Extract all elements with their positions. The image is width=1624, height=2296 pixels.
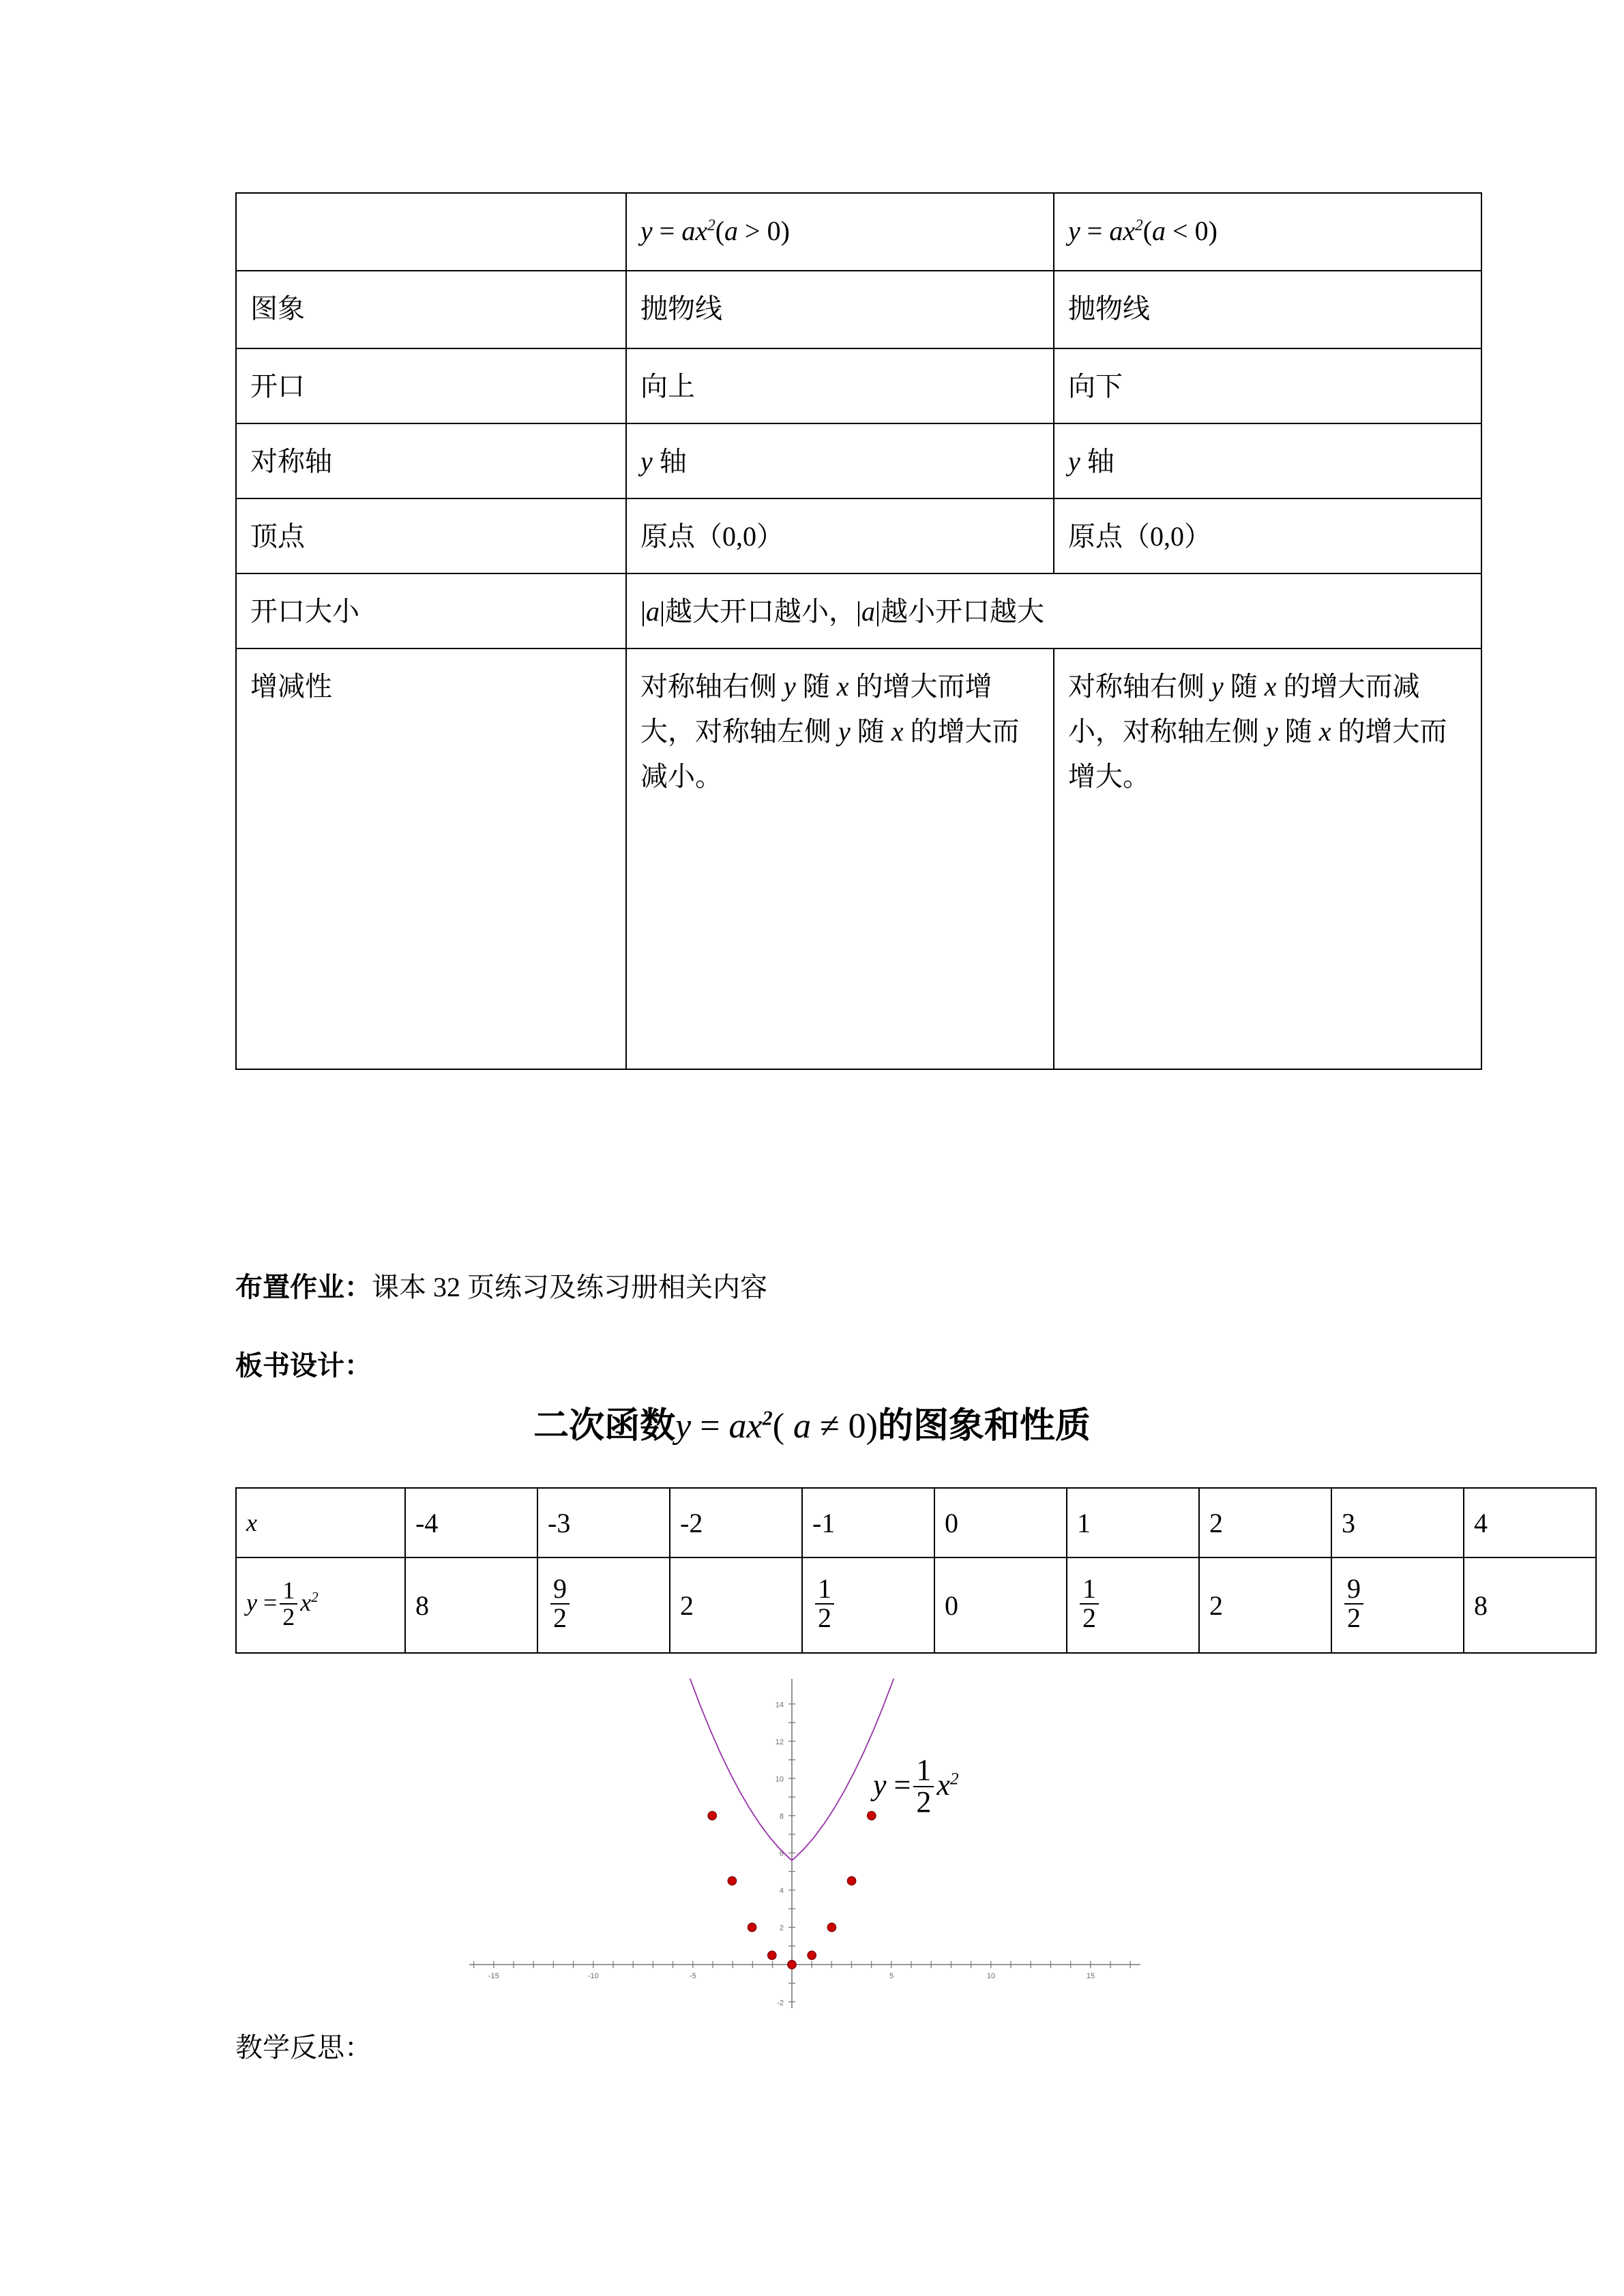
y-cell-5: $\frac{1}{2}$	[1067, 1557, 1199, 1653]
svg-text:-2: -2	[777, 1999, 784, 2008]
svg-text:14: 14	[775, 1701, 784, 1710]
row-label-graph: 图象	[236, 271, 626, 348]
x-cell-2: -2	[670, 1488, 802, 1557]
table-row-opening-size	[236, 573, 1481, 648]
row-label-opening-size: 开口大小	[236, 573, 626, 648]
row-label-vertex: 顶点	[236, 498, 626, 573]
svg-text:8: 8	[779, 1813, 784, 1821]
table-row-graph	[236, 271, 1481, 348]
row-label-axis-of-symmetry: 对称轴	[236, 423, 626, 498]
homework-line	[235, 1268, 767, 1307]
y-cell-4: 0	[934, 1557, 1067, 1653]
value-table-x-label: x	[236, 1488, 405, 1557]
svg-text:12: 12	[775, 1738, 784, 1746]
value-table-row-x	[236, 1488, 1596, 1557]
data-point	[788, 1960, 796, 1969]
data-point	[748, 1923, 756, 1931]
header-negative-cell: $y = ax^2(a < 0)$	[1054, 193, 1481, 271]
y-cell-3: $\frac{1}{2}$	[802, 1557, 934, 1653]
cell-axis-positive: y 轴	[626, 423, 1054, 498]
graph-function-label: y = $\frac{1}{2}$ $x^2$	[873, 1753, 959, 1819]
svg-text:-15: -15	[488, 1972, 499, 1980]
board-design-label: 板书设计：	[235, 1350, 372, 1381]
x-cell-6: 2	[1199, 1488, 1331, 1557]
data-point	[768, 1951, 776, 1959]
board-title	[0, 1397, 1624, 1448]
board-title-suffix: 的图象和性质	[877, 1407, 1091, 1446]
y-cell-1: $\frac{9}{2}$	[537, 1557, 670, 1653]
value-table-y-label: y = $\frac{1}{2}$ $x^2$	[236, 1557, 405, 1653]
x-cell-8: 4	[1464, 1488, 1596, 1557]
cell-monotonicity-positive: 对称轴右侧 y 随 x 的增大而增大，对称轴左侧 y 随 x 的增大而减小。	[626, 648, 1054, 1069]
cell-opening-size-merged: |a|越大开口越小，|a|越小开口越大	[626, 573, 1481, 648]
x-cell-1: -3	[537, 1488, 670, 1557]
y-cell-0: 8	[405, 1557, 537, 1653]
data-point	[728, 1877, 736, 1885]
x-cell-4: 0	[934, 1488, 1067, 1557]
header-corner-cell	[236, 193, 626, 271]
cell-graph-positive: 抛物线	[626, 271, 1054, 348]
row-label-opening: 开口	[236, 348, 626, 423]
svg-text:-5: -5	[689, 1972, 696, 1980]
reflection-label: 教学反思：	[235, 2032, 372, 2063]
parabola-svg	[464, 1669, 1146, 2010]
svg-text:-10: -10	[587, 1972, 599, 1980]
cell-graph-negative: 抛物线	[1054, 271, 1481, 348]
table-row-axis-of-symmetry	[236, 423, 1481, 498]
board-title-formula: $y = ax^2$( a ≠ 0)	[675, 1406, 878, 1446]
cell-opening-positive: 向上	[626, 348, 1054, 423]
data-point	[827, 1923, 836, 1931]
cell-axis-negative: y 轴	[1054, 423, 1481, 498]
data-point	[808, 1951, 816, 1959]
value-table	[235, 1487, 1597, 1654]
x-cell-7: 3	[1331, 1488, 1464, 1557]
x-cell-5: 1	[1067, 1488, 1199, 1557]
row-label-monotonicity: 增减性	[236, 648, 626, 1069]
svg-text:15: 15	[1086, 1972, 1095, 1980]
cell-vertex-negative: 原点（0,0）	[1054, 498, 1481, 573]
value-table-row-y	[236, 1557, 1596, 1653]
y-cell-2: 2	[670, 1557, 802, 1653]
table-row-monotonicity	[236, 648, 1481, 1069]
svg-text:5: 5	[889, 1972, 894, 1980]
cell-monotonicity-negative: 对称轴右侧 y 随 x 的增大而减小，对称轴左侧 y 随 x 的增大而增大。	[1054, 648, 1481, 1069]
svg-text:4: 4	[779, 1887, 784, 1895]
svg-text:2: 2	[779, 1924, 784, 1933]
data-point	[847, 1877, 855, 1885]
board-title-prefix: 二次函数	[533, 1407, 676, 1446]
x-cell-3: -1	[802, 1488, 934, 1557]
y-cell-6: 2	[1199, 1557, 1331, 1653]
svg-text:6: 6	[779, 1849, 784, 1858]
axes-group	[469, 1679, 1140, 2008]
table-row-vertex	[236, 498, 1481, 573]
reflection-line	[235, 2029, 372, 2067]
y-cell-7: $\frac{9}{2}$	[1331, 1557, 1464, 1653]
data-point	[708, 1811, 716, 1819]
svg-text:10: 10	[775, 1775, 784, 1784]
table-header-row	[236, 193, 1481, 271]
parabola-graph	[464, 1669, 1146, 2010]
table-row-opening	[236, 348, 1481, 423]
properties-table	[235, 192, 1482, 1070]
cell-opening-negative: 向下	[1054, 348, 1481, 423]
header-positive-cell: $y = ax^2(a > 0)$	[626, 193, 1054, 271]
homework-content: 课本 32 页练习及练习册相关内容	[372, 1272, 767, 1302]
homework-label: 布置作业：	[235, 1272, 372, 1302]
cell-vertex-positive: 原点（0,0）	[626, 498, 1054, 573]
board-design-line	[235, 1347, 372, 1385]
x-cell-0: -4	[405, 1488, 537, 1557]
svg-text:10: 10	[986, 1972, 996, 1980]
y-cell-8: 8	[1464, 1557, 1596, 1653]
